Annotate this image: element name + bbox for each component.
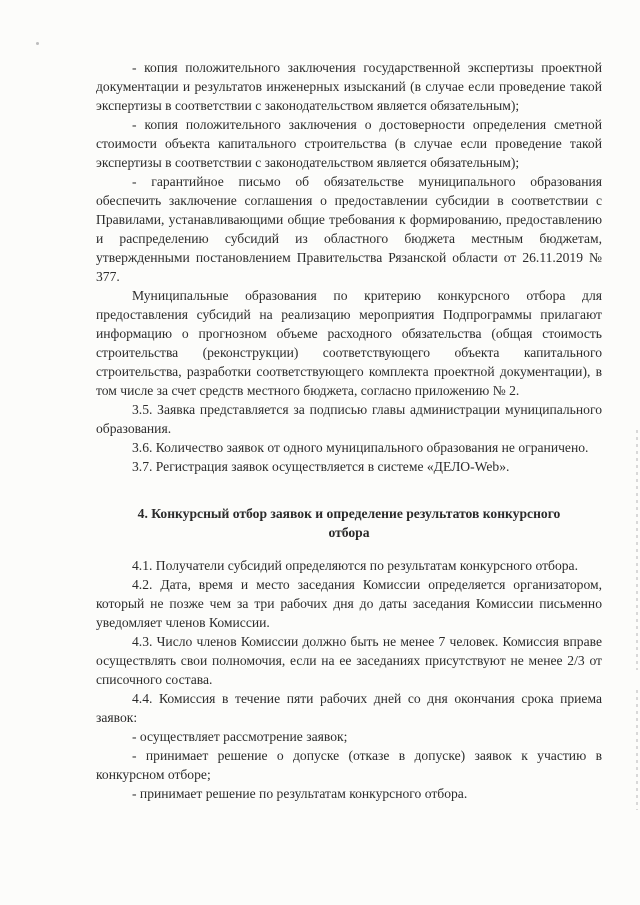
document-body — [96, 58, 602, 803]
paragraph-3-7: 3.7. Регистрация заявок осуществляется в системе «ДЕЛО-Web». — [132, 459, 510, 474]
list-item-review: - осуществляет рассмотрение заявок; — [132, 729, 348, 744]
list-item-results-decision: - принимает решение по результатам конкурсного отбора. — [132, 786, 468, 801]
scan-edge-artifact — [636, 690, 638, 810]
scan-speck — [36, 42, 39, 45]
section-title: 4. Конкурсный отбор заявок и определение результатов конкурсного отбора — [137, 506, 561, 540]
paragraph-3-5: 3.5. Заявка представляется за подписью главы администрации муниципального образования. — [96, 402, 602, 436]
paragraph-4-4: 4.4. Комиссия в течение пяти рабочих дней со дня окончания срока приема заявок: — [96, 691, 602, 725]
paragraph-3-6: 3.6. Количество заявок от одного муниципального образования не ограничено. — [132, 440, 589, 455]
list-item-admission-decision: - принимает решение о допуске (отказе в допуске) заявок к участию в конкурсном отборе; — [96, 748, 602, 782]
paragraph-cost-reliability-copy: - копия положительного заключения о достоверности определения сметной стоимости объекта капитального строительства (в случае если проведение такой экспертизы в соответствии с законодательством является обязательным); — [96, 117, 602, 170]
paragraph-4-2: 4.2. Дата, время и место заседания Комиссии определяется организатором, который не позже чем за три рабочих дня до даты заседания Комиссии письменно уведомляет членов Комиссии. — [96, 577, 602, 630]
paragraph-4-1: 4.1. Получатели субсидий определяются по результатам конкурсного отбора. — [132, 558, 578, 573]
paragraph-4-3: 4.3. Число членов Комиссии должно быть не менее 7 человек. Комиссия вправе осуществлять свои полномочия, если на ее заседаниях присутствуют не менее 2/3 от списочного состава. — [96, 634, 602, 687]
paragraph-guarantee-letter: - гарантийное письмо об обязательстве муниципального образования обеспечить заключение соглашения о предоставлении субсидии в соответствии с Правилами, устанавливающими общие требования к формированию, предоставлению и распределению субсидий из областного бюджета местным бюджетам, утвержденными постановлением Правительства Рязанской области от 26.11.2019 № 377. — [96, 174, 602, 284]
paragraph-expertise-copy: - копия положительного заключения государственной экспертизы проектной документации и результатов инженерных изысканий (в случае если проведение такой экспертизы в соответствии с законодательством является обязательным); — [96, 60, 602, 113]
paragraph-municipal-info: Муниципальные образования по критерию конкурсного отбора для предоставления субсидий на реализацию мероприятия Подпрограммы прилагают информацию о прогнозном объеме расходного обязательства (общая стоимость строительства (реконструкции) соответствующего объекта капитального строительства, разработки соответствующего комплекта проектной документации), в том числе за счет средств местного бюджета, согласно приложению № 2. — [96, 288, 602, 398]
scan-edge-artifact — [636, 430, 638, 670]
